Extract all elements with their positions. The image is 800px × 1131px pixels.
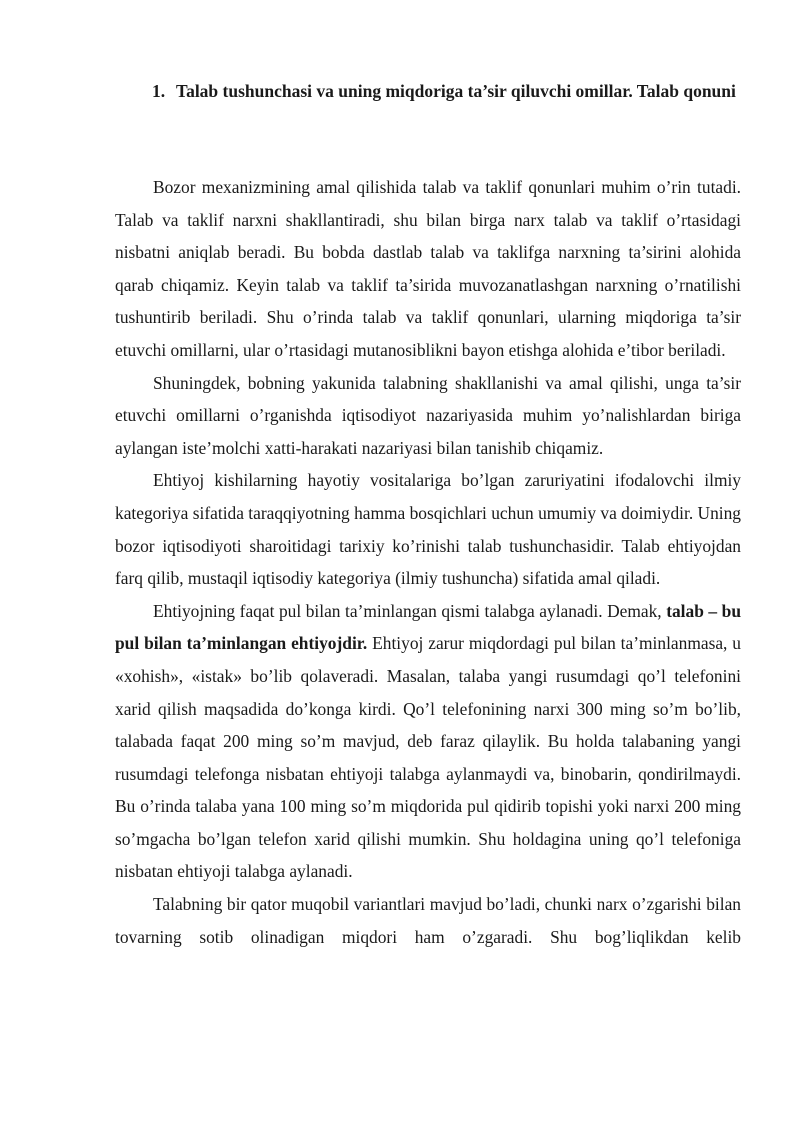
section-heading	[152, 76, 752, 107]
paragraph-2: Shuningdek, bobning yakunida talabning shakllanishi va amal qilishi, unga ta’sir etuvchi omillarni o’rganishda iqtisodiyot nazariyasida muhim yo’nalishlardan biriga aylangan iste’molchi xatti-harakati nazariyasi bilan tanishib chiqamiz.	[115, 372, 741, 458]
paragraph-5: Talabning bir qator muqobil variantlari mavjud bo’ladi, chunki narx o’zgarishi bilan tovarning sotib olinadigan miqdori ham o’zgaradi. Shu bog’liqlikdan kelib	[115, 894, 741, 947]
paragraph-4-rest: Ehtiyoj zarur miqdordagi pul bilan ta’minlanmasa, u «xohish», «istak» bo’lib qolaveradi. Masalan, talaba yangi rusumdagi qo’l telefonini xarid qilish maqsadida do’konga kirdi. Qo’l telefonining narxi 300 ming so’m bo’lib, talabada faqat 200 ming so’m mavjud, deb faraz qilaylik. Bu holda talabaning yangi rusumdagi telefonga nisbatan ehtiyoji talabga aylanmaydi va, binobarin, qondirilmaydi. Bu o’rinda talaba yana 100 ming so’m miqdorida pul qidirib topishi yoki narxi 200 ming so’mgacha bo’lgan telefon xarid qilishi mumkin. Shu holdagina uning qo’l telefoniga nisbatan ehtiyoji talabga aylanadi.	[115, 633, 741, 882]
paragraph-4-lead: Ehtiyojning faqat pul bilan ta’minlangan qismi talabga aylanadi. Demak,	[153, 600, 667, 621]
section-title: Talab tushunchasi va uning miqdoriga ta’sir qiluvchi omillar. Talab qonuni	[176, 81, 736, 101]
demand-definition: talab – bu pul bilan ta’minlangan ehtiyojdir.	[115, 600, 741, 654]
paragraph-1: Bozor mexanizmining amal qilishida talab va taklif qonunlari muhim o’rin tutadi. Talab va taklif narxni shakllantiradi, shu bilan birga narx talab va taklif o’rtasidagi nisbatni aniqlab beradi. Bu bobda dastlab talab va taklifga narxning ta’sirini alohida qarab chiqamiz. Keyin talab va taklif ta’sirida muvozanatlashgan narxning o’rnatilishi tushuntirib beriladi. Shu o’rinda talab va taklif qonunlari, ularning miqdoriga ta’sir etuvchi omillarni, ular o’rtasidagi mutanosiblikni bayon etishga alohida e’tibor beriladi.	[115, 177, 741, 360]
document-body	[115, 171, 741, 953]
paragraph-4	[115, 595, 741, 888]
paragraph-3: Ehtiyoj kishilarning hayotiy vositalariga bo’lgan zaruriyatini ifodalovchi ilmiy kategoriya sifatida taraqqiyotning hamma bosqichlari uchun umumiy va doimiydir. Uning bozor iqtisodiyoti sharoitidagi tarixiy ko’rinishi talab tushunchasidir. Talab ehtiyojdan farq qilib, mustaqil iqtisodiy kategoriya (ilmiy tushuncha) sifatida amal qiladi.	[115, 470, 741, 589]
section-number: 1.	[152, 81, 166, 101]
